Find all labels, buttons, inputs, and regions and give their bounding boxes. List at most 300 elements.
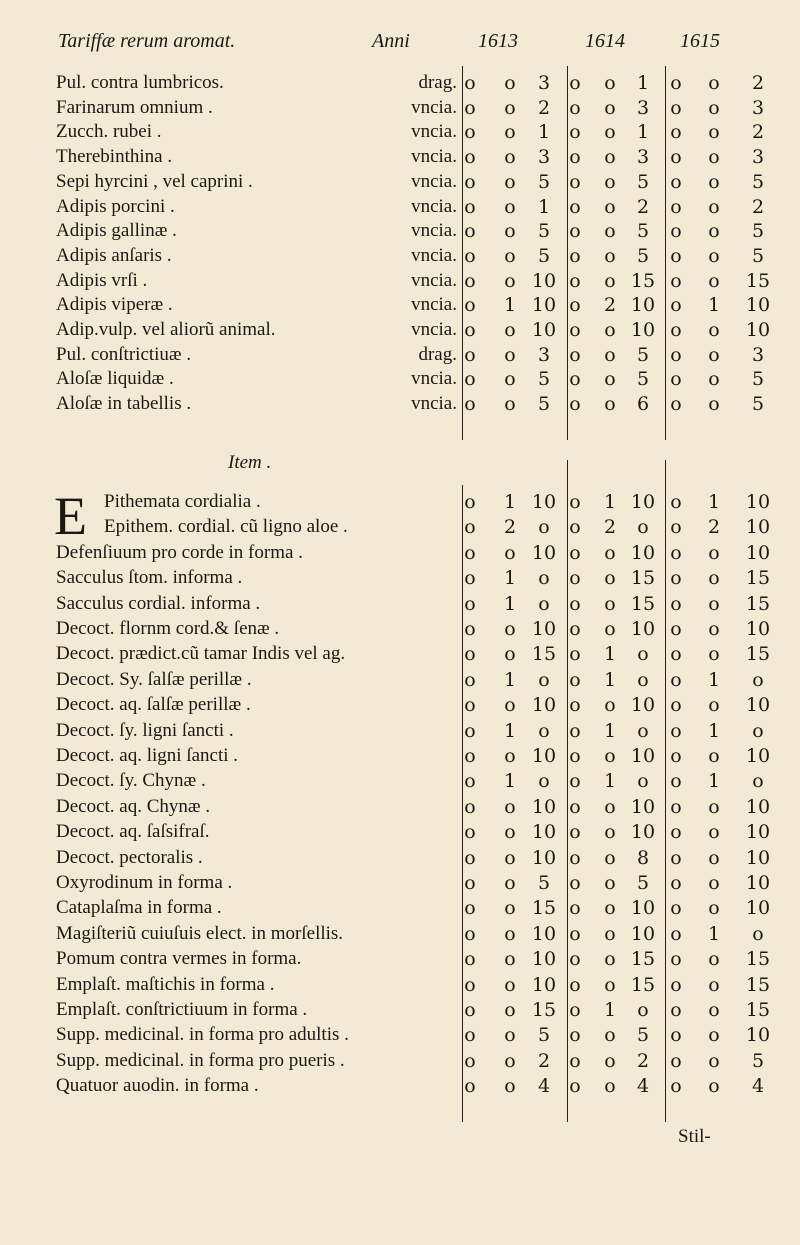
price-cell: o — [569, 96, 581, 119]
price-cell: o — [464, 121, 476, 144]
table-row — [0, 292, 800, 318]
price-cell: o — [708, 592, 720, 615]
table-row — [0, 997, 800, 1023]
item-unit: vncia. — [411, 220, 457, 242]
price-cell: 1 — [603, 668, 617, 691]
item-unit: vncia. — [411, 368, 457, 390]
table-row — [0, 366, 800, 392]
price-cell: 10 — [531, 821, 557, 844]
item-name: Oxyrodinum in forma . — [56, 872, 233, 893]
price-cell: 10 — [745, 516, 771, 539]
price-cell: o — [464, 973, 476, 996]
table-row — [0, 514, 800, 540]
price-cell: 3 — [636, 96, 650, 119]
table-row — [0, 743, 800, 769]
price-cell: o — [670, 567, 682, 590]
price-cell: o — [569, 745, 581, 767]
price-cell: 10 — [745, 1024, 771, 1047]
price-cell: o — [604, 1024, 616, 1047]
price-cell: 2 — [751, 121, 765, 144]
table-row — [0, 819, 800, 845]
price-cell: 10 — [745, 541, 771, 564]
item-name: Therebinthina . — [56, 146, 173, 168]
item-name: Decoct. ſy. Chynæ . — [56, 770, 206, 792]
price-cell: 15 — [531, 897, 557, 920]
price-cell: 10 — [531, 618, 557, 640]
price-cell: o — [569, 393, 581, 416]
price-cell: o — [464, 1049, 476, 1072]
table-row — [0, 70, 800, 96]
price-cell: o — [604, 72, 616, 94]
price-cell: o — [464, 643, 476, 666]
price-cell: 15 — [630, 567, 656, 590]
price-cell: 10 — [745, 319, 771, 341]
price-cell: o — [604, 319, 616, 341]
price-cell: o — [464, 269, 476, 292]
price-cell: o — [464, 220, 476, 243]
price-cell: o — [569, 821, 581, 844]
price-cell: 10 — [531, 319, 557, 341]
price-cell: 5 — [751, 170, 765, 193]
price-cell: o — [670, 922, 682, 945]
item-unit: vncia. — [411, 96, 457, 118]
price-cell: 6 — [636, 393, 650, 416]
price-cell: 3 — [751, 343, 765, 366]
price-cell: o — [504, 795, 516, 818]
price-cell: 5 — [751, 393, 765, 416]
price-cell: 1 — [707, 770, 721, 793]
table-row — [0, 591, 800, 617]
price-cell: o — [569, 795, 581, 818]
price-cell: 10 — [630, 541, 656, 564]
price-cell: 10 — [531, 846, 557, 869]
price-cell: o — [670, 694, 682, 717]
price-cell: o — [670, 999, 682, 1021]
price-cell: o — [504, 821, 516, 844]
price-cell: o — [670, 269, 682, 292]
price-cell: o — [604, 121, 616, 144]
year-1614: 1614 — [585, 30, 625, 52]
price-cell: o — [504, 1049, 516, 1072]
price-cell: o — [504, 244, 516, 267]
column-rule — [462, 66, 463, 440]
price-cell: o — [708, 319, 720, 341]
item-name: Pomum contra vermes in forma. — [56, 948, 302, 970]
item-name: Aloſæ liquidæ . — [56, 368, 174, 390]
price-cell: o — [464, 694, 476, 717]
column-rule — [665, 460, 666, 1122]
price-cell: 5 — [751, 244, 765, 267]
price-cell: 1 — [503, 719, 517, 742]
item-name: Decoct. flornm cord.& ſenæ . — [56, 618, 280, 639]
price-cell: 1 — [603, 491, 617, 513]
item-name: Supp. medicinal. in forma pro adultis . — [56, 1024, 349, 1046]
item-name: Adipis anſaris . — [56, 244, 172, 266]
price-cell: o — [464, 96, 476, 119]
price-cell: o — [708, 694, 720, 717]
price-cell: 5 — [636, 244, 650, 267]
price-cell: o — [569, 170, 581, 193]
table-row — [0, 489, 800, 515]
price-cell: 10 — [630, 618, 656, 640]
price-cell: 1 — [636, 121, 650, 144]
price-cell: o — [504, 1075, 516, 1098]
price-cell: o — [464, 319, 476, 341]
price-cell: o — [670, 872, 682, 894]
price-cell: o — [464, 516, 476, 539]
item-unit: drag. — [418, 72, 457, 93]
table-row — [0, 972, 800, 998]
price-cell: o — [464, 1024, 476, 1047]
item-unit: vncia. — [411, 195, 457, 217]
item-unit: vncia. — [411, 269, 457, 291]
price-cell: o — [604, 146, 616, 169]
price-cell: o — [670, 948, 682, 971]
price-cell: o — [670, 1049, 682, 1072]
price-cell: o — [464, 592, 476, 615]
price-cell: o — [464, 745, 476, 767]
price-cell: o — [708, 220, 720, 243]
price-cell: 2 — [537, 96, 551, 119]
column-rule — [462, 485, 463, 1122]
price-cell: o — [569, 999, 581, 1021]
price-cell: o — [464, 770, 476, 793]
price-cell: o — [708, 541, 720, 564]
price-cell: o — [670, 319, 682, 341]
table-row — [0, 342, 800, 368]
item-name: Adipis viperæ . — [56, 294, 173, 316]
price-cell: o — [464, 719, 476, 742]
price-cell: o — [504, 319, 516, 341]
item-name: Decoct. aq. Chynæ . — [56, 795, 211, 817]
price-cell: o — [708, 195, 720, 218]
price-cell: o — [708, 1024, 720, 1047]
price-cell: o — [670, 745, 682, 767]
price-cell: o — [637, 719, 649, 742]
price-cell: 15 — [745, 643, 771, 666]
price-cell: o — [504, 922, 516, 945]
price-cell: o — [708, 1049, 720, 1072]
price-cell: o — [708, 643, 720, 666]
price-cell: 10 — [745, 618, 771, 640]
item-name: Aloſæ in tabellis . — [56, 393, 192, 415]
table-row — [0, 268, 800, 294]
price-cell: o — [464, 195, 476, 218]
price-cell: 15 — [630, 592, 656, 615]
price-cell: o — [504, 72, 516, 94]
item-name: Cataplaſma in forma . — [56, 897, 222, 919]
price-cell: o — [604, 195, 616, 218]
price-cell: o — [604, 244, 616, 267]
price-cell: o — [569, 516, 581, 539]
price-cell: 10 — [531, 694, 557, 717]
price-cell: o — [604, 897, 616, 920]
price-cell: o — [670, 770, 682, 793]
price-cell: 10 — [745, 294, 771, 317]
price-cell: o — [604, 948, 616, 971]
price-cell: o — [504, 872, 516, 894]
price-cell: 10 — [745, 897, 771, 920]
table-row — [0, 1022, 800, 1048]
price-cell: 5 — [636, 220, 650, 243]
price-cell: o — [708, 170, 720, 193]
item-name: Sacculus cordial. informa . — [56, 592, 261, 614]
price-cell: 10 — [531, 269, 557, 292]
item-heading: Item . — [228, 452, 272, 473]
price-cell: 10 — [531, 491, 557, 513]
price-cell: 10 — [745, 821, 771, 844]
price-cell: o — [604, 694, 616, 717]
price-cell: o — [670, 491, 682, 513]
item-name: Decoct. prædict.cũ tamar Indis vel ag. — [56, 643, 346, 665]
price-cell: o — [670, 541, 682, 564]
price-cell: o — [504, 170, 516, 193]
price-cell: o — [569, 719, 581, 742]
price-cell: 10 — [745, 846, 771, 869]
price-cell: o — [569, 319, 581, 341]
price-cell: 10 — [531, 948, 557, 971]
price-cell: o — [670, 592, 682, 615]
price-cell: 2 — [636, 1049, 650, 1072]
item-unit: vncia. — [411, 393, 457, 415]
price-cell: 4 — [636, 1075, 650, 1098]
price-cell: 5 — [636, 872, 650, 894]
price-cell: o — [604, 269, 616, 292]
price-cell: o — [569, 973, 581, 996]
price-cell: 5 — [537, 170, 551, 193]
price-cell: o — [504, 195, 516, 218]
price-cell: 5 — [751, 368, 765, 391]
price-cell: o — [670, 294, 682, 317]
price-cell: o — [670, 195, 682, 218]
price-cell: o — [708, 368, 720, 391]
price-cell: o — [637, 770, 649, 793]
price-cell: o — [538, 668, 550, 691]
price-cell: 2 — [751, 195, 765, 218]
price-cell: o — [504, 269, 516, 292]
price-cell: o — [604, 393, 616, 416]
price-cell: o — [464, 368, 476, 391]
price-cell: o — [604, 170, 616, 193]
price-cell: o — [569, 1024, 581, 1047]
price-cell: o — [464, 795, 476, 818]
price-cell: 10 — [745, 745, 771, 767]
price-cell: 2 — [503, 516, 517, 539]
column-rule — [567, 460, 568, 1122]
price-cell: 10 — [630, 795, 656, 818]
price-cell: o — [708, 618, 720, 640]
table-row — [0, 794, 800, 820]
price-cell: 1 — [537, 121, 551, 144]
price-cell: o — [670, 121, 682, 144]
price-cell: o — [464, 618, 476, 640]
table-row — [0, 616, 800, 642]
price-cell: 10 — [630, 897, 656, 920]
table-row — [0, 317, 800, 343]
price-cell: o — [708, 146, 720, 169]
price-cell: o — [670, 96, 682, 119]
price-cell: 1 — [707, 294, 721, 317]
price-cell: o — [670, 393, 682, 416]
price-cell: 1 — [503, 770, 517, 793]
price-cell: o — [569, 694, 581, 717]
price-cell: o — [464, 922, 476, 945]
price-cell: o — [569, 269, 581, 292]
price-cell: o — [670, 643, 682, 666]
price-cell: o — [708, 72, 720, 94]
price-cell: o — [569, 567, 581, 590]
price-cell: o — [604, 618, 616, 640]
price-cell: o — [604, 872, 616, 894]
price-cell: 1 — [503, 592, 517, 615]
price-cell: o — [569, 368, 581, 391]
price-cell: 5 — [636, 343, 650, 366]
price-cell: 10 — [630, 294, 656, 317]
price-cell: 1 — [707, 719, 721, 742]
price-cell: 3 — [537, 146, 551, 169]
price-cell: o — [670, 146, 682, 169]
price-cell: 10 — [745, 694, 771, 717]
price-cell: 5 — [537, 220, 551, 243]
item-name: Magiſteriũ cuiuſuis elect. in morſellis. — [56, 922, 344, 944]
price-cell: o — [569, 491, 581, 513]
price-cell: o — [504, 541, 516, 564]
item-name: Decoct. pectoralis . — [56, 846, 203, 868]
price-cell: o — [569, 1049, 581, 1072]
price-cell: 10 — [531, 745, 557, 767]
price-cell: 5 — [537, 1024, 551, 1047]
item-name: Adipis vrſi . — [56, 269, 148, 291]
price-cell: o — [604, 821, 616, 844]
price-cell: 2 — [707, 516, 721, 539]
price-cell: o — [464, 897, 476, 920]
price-cell: o — [569, 541, 581, 564]
table-row — [0, 667, 800, 693]
price-cell: o — [569, 195, 581, 218]
item-name: Farinarum omnium . — [56, 96, 213, 118]
price-cell: o — [569, 643, 581, 666]
price-cell: 1 — [503, 668, 517, 691]
price-cell: 10 — [630, 745, 656, 767]
price-cell: o — [569, 668, 581, 691]
price-cell: 3 — [751, 96, 765, 119]
price-cell: o — [569, 343, 581, 366]
item-unit: vncia. — [411, 146, 457, 168]
price-cell: o — [670, 1075, 682, 1098]
price-cell: o — [670, 897, 682, 920]
price-cell: o — [504, 121, 516, 144]
price-cell: o — [604, 1049, 616, 1072]
price-cell: 10 — [630, 694, 656, 717]
table-row — [0, 895, 800, 921]
price-cell: 2 — [603, 516, 617, 539]
price-cell: 3 — [537, 72, 551, 94]
item-name: Decoct. ſy. ligni ſancti . — [56, 719, 234, 741]
price-cell: o — [708, 821, 720, 844]
item-unit: vncia. — [411, 121, 457, 143]
price-cell: o — [464, 846, 476, 869]
table-row — [0, 144, 800, 170]
table-row — [0, 169, 800, 195]
price-cell: 5 — [751, 220, 765, 243]
table-row — [0, 946, 800, 972]
price-cell: o — [464, 491, 476, 513]
price-cell: o — [752, 770, 764, 793]
item-name: Decoct. Sy. ſalſæ perillæ . — [56, 668, 252, 690]
price-cell: o — [464, 668, 476, 691]
price-cell: o — [464, 343, 476, 366]
price-cell: o — [504, 948, 516, 971]
price-cell: 15 — [745, 973, 771, 996]
price-cell: o — [670, 973, 682, 996]
price-cell: o — [504, 846, 516, 869]
price-cell: o — [708, 999, 720, 1021]
price-cell: o — [504, 368, 516, 391]
price-cell: o — [538, 719, 550, 742]
price-cell: o — [604, 1075, 616, 1098]
price-cell: o — [464, 821, 476, 844]
item-name: Zucch. rubei . — [56, 121, 162, 143]
table-row — [0, 391, 800, 417]
price-cell: 1 — [503, 294, 517, 317]
catchword: Stil- — [678, 1126, 711, 1147]
price-cell: o — [604, 795, 616, 818]
price-cell: o — [569, 770, 581, 793]
price-cell: 5 — [537, 368, 551, 391]
item-name: Emplaſt. maſtichis in forma . — [56, 973, 275, 995]
price-cell: o — [670, 618, 682, 640]
price-cell: o — [504, 96, 516, 119]
price-cell: o — [538, 567, 550, 590]
price-cell: o — [670, 795, 682, 818]
price-cell: o — [569, 220, 581, 243]
running-header — [0, 30, 800, 62]
price-cell: o — [604, 592, 616, 615]
price-cell: o — [569, 146, 581, 169]
table-row — [0, 845, 800, 871]
price-cell: 1 — [603, 719, 617, 742]
price-cell: 10 — [630, 922, 656, 945]
table-row — [0, 718, 800, 744]
price-cell: o — [708, 393, 720, 416]
price-cell: o — [708, 897, 720, 920]
item-name: Pul. conſtrictiuæ . — [56, 343, 192, 365]
price-cell: 5 — [537, 393, 551, 416]
price-cell: 5 — [636, 1024, 650, 1047]
price-cell: 2 — [636, 195, 650, 218]
price-cell: o — [670, 846, 682, 869]
price-cell: 10 — [745, 795, 771, 818]
price-cell: 15 — [745, 592, 771, 615]
price-cell: o — [604, 220, 616, 243]
price-cell: 15 — [630, 948, 656, 971]
price-cell: o — [504, 146, 516, 169]
price-cell: o — [464, 541, 476, 564]
price-cell: o — [464, 948, 476, 971]
price-cell: 15 — [630, 973, 656, 996]
item-name: Epithem. cordial. cũ ligno aloe . — [104, 516, 348, 538]
table-row — [0, 565, 800, 591]
price-cell: 1 — [603, 770, 617, 793]
item-name: Supp. medicinal. in forma pro pueris . — [56, 1049, 345, 1071]
price-cell: 1 — [707, 668, 721, 691]
price-cell: o — [464, 872, 476, 894]
price-cell: o — [538, 592, 550, 615]
table-row — [0, 870, 800, 896]
item-name: Adipis porcini . — [56, 195, 175, 217]
table-row — [0, 243, 800, 269]
price-cell: o — [464, 294, 476, 317]
